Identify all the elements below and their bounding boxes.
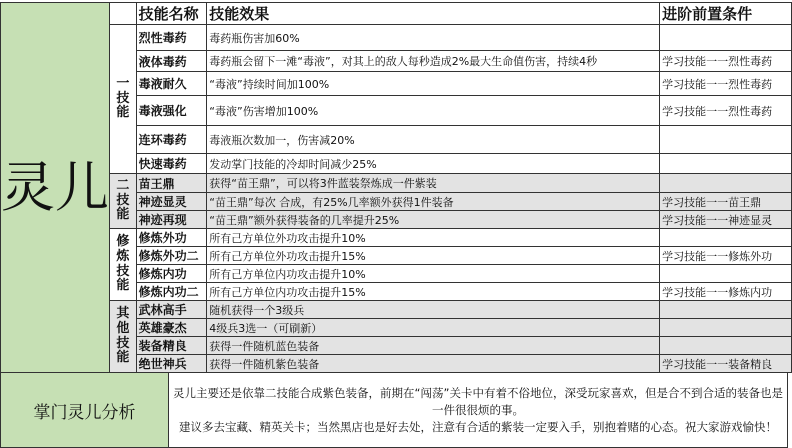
skill-name: 绝世神兵 xyxy=(136,355,207,373)
skill-name: 神迹再现 xyxy=(136,211,207,229)
skill-effect: 毒药瓶伤害加60% xyxy=(207,25,660,51)
skill-name: 修炼内功 xyxy=(136,265,207,283)
analysis-paragraph-2: 建议多去宝藏、精英关卡；当然黑店也是好去处，注意有合适的紫装一定要入手，别抱着赌的心态。祝大家游戏愉快！ xyxy=(179,419,777,434)
hero-name: 灵儿 xyxy=(1,3,110,373)
skill-category: 修炼技能 xyxy=(110,229,137,301)
skill-effect: 获得一件随机蓝色装备 xyxy=(207,337,660,355)
skill-effect: 毒液瓶次数加一，伤害减20% xyxy=(207,126,660,154)
header-prereq: 进阶前置条件 xyxy=(660,3,792,25)
skill-prereq xyxy=(660,319,792,337)
skill-row xyxy=(1,301,792,319)
skill-prereq: 学习技能一一烈性毒药 xyxy=(660,51,792,72)
skill-row xyxy=(1,229,792,247)
analysis-title: 掌门灵儿分析 xyxy=(1,373,169,448)
skill-effect: 4级兵3选一（可刷新） xyxy=(207,319,660,337)
header-skill-name: 技能名称 xyxy=(136,3,207,25)
skill-prereq xyxy=(660,229,792,247)
analysis-paragraph-1: 灵儿主要还是依靠二技能合成紫色装备，前期在“闯荡”关卡中有着不俗地位，深受玩家喜欢，但是合不到合适的装备也是一件很很烦的事。 xyxy=(173,385,783,417)
skill-prereq xyxy=(660,265,792,283)
skill-name: 快速毒药 xyxy=(136,154,207,174)
skill-name: 修炼外功 xyxy=(136,229,207,247)
skill-prereq xyxy=(660,25,792,51)
skill-name: 神迹显灵 xyxy=(136,193,207,211)
skill-effect: 发动掌门技能的冷却时间减少25% xyxy=(207,154,660,174)
skill-prereq: 学习技能一一修炼内功 xyxy=(660,283,792,301)
skill-prereq: 学习技能一一神迹显灵 xyxy=(660,211,792,229)
skill-name: 苗王鼎 xyxy=(136,174,207,193)
skill-prereq: 学习技能一一修炼外功 xyxy=(660,247,792,265)
skill-row xyxy=(1,174,792,193)
skill-name: 修炼外功二 xyxy=(136,247,207,265)
analysis-table xyxy=(0,372,788,448)
skill-effect: 随机获得一个3级兵 xyxy=(207,301,660,319)
skill-name: 英雄豪杰 xyxy=(136,319,207,337)
skill-prereq: 学习技能一一烈性毒药 xyxy=(660,96,792,126)
skill-effect: “毒液”持续时间加100% xyxy=(207,72,660,96)
skill-prereq xyxy=(660,154,792,174)
analysis-text xyxy=(169,373,788,448)
skill-name: 毒液耐久 xyxy=(136,72,207,96)
skill-effect: 毒药瓶会留下一滩“毒液”，对其上的敌人每秒造成2%最大生命值伤害，持续4秒 xyxy=(207,51,660,72)
skill-name: 武林高手 xyxy=(136,301,207,319)
skill-effect: “苗王鼎”额外获得装备的几率提升25% xyxy=(207,211,660,229)
skill-table xyxy=(0,2,792,373)
skill-name: 连环毒药 xyxy=(136,126,207,154)
skill-prereq: 学习技能一一烈性毒药 xyxy=(660,72,792,96)
skill-table-container xyxy=(0,2,792,448)
header-row xyxy=(1,3,792,25)
skill-prereq xyxy=(660,174,792,193)
skill-category: 二技能 xyxy=(110,174,137,229)
skill-name: 装备精良 xyxy=(136,337,207,355)
skill-effect: “苗王鼎”每次 合成，有25%几率额外获得1件装备 xyxy=(207,193,660,211)
skill-effect: 所有己方单位内功攻击提升15% xyxy=(207,283,660,301)
skill-effect: 所有己方单位外功攻击提升10% xyxy=(207,229,660,247)
skill-effect: 所有己方单位内功攻击提升10% xyxy=(207,265,660,283)
skill-name: 烈性毒药 xyxy=(136,25,207,51)
skill-prereq xyxy=(660,301,792,319)
skill-effect: 获得一件随机紫色装备 xyxy=(207,355,660,373)
header-blank xyxy=(110,3,137,25)
skill-effect: 获得“苗王鼎”，可以将3件蓝装祭炼成一件紫装 xyxy=(207,174,660,193)
skill-category: 一技能 xyxy=(110,25,137,174)
skill-name: 液体毒药 xyxy=(136,51,207,72)
skill-prereq xyxy=(660,337,792,355)
skill-prereq: 学习技能一一装备精良 xyxy=(660,355,792,373)
skill-prereq xyxy=(660,126,792,154)
skill-effect: 所有己方单位外功攻击提升15% xyxy=(207,247,660,265)
header-effect: 技能效果 xyxy=(207,3,660,25)
skill-row xyxy=(1,25,792,51)
skill-effect: “毒液”伤害增加100% xyxy=(207,96,660,126)
skill-category: 其他技能 xyxy=(110,301,137,373)
skill-name: 修炼内功二 xyxy=(136,283,207,301)
skill-name: 毒液强化 xyxy=(136,96,207,126)
skill-prereq: 学习技能一一苗王鼎 xyxy=(660,193,792,211)
